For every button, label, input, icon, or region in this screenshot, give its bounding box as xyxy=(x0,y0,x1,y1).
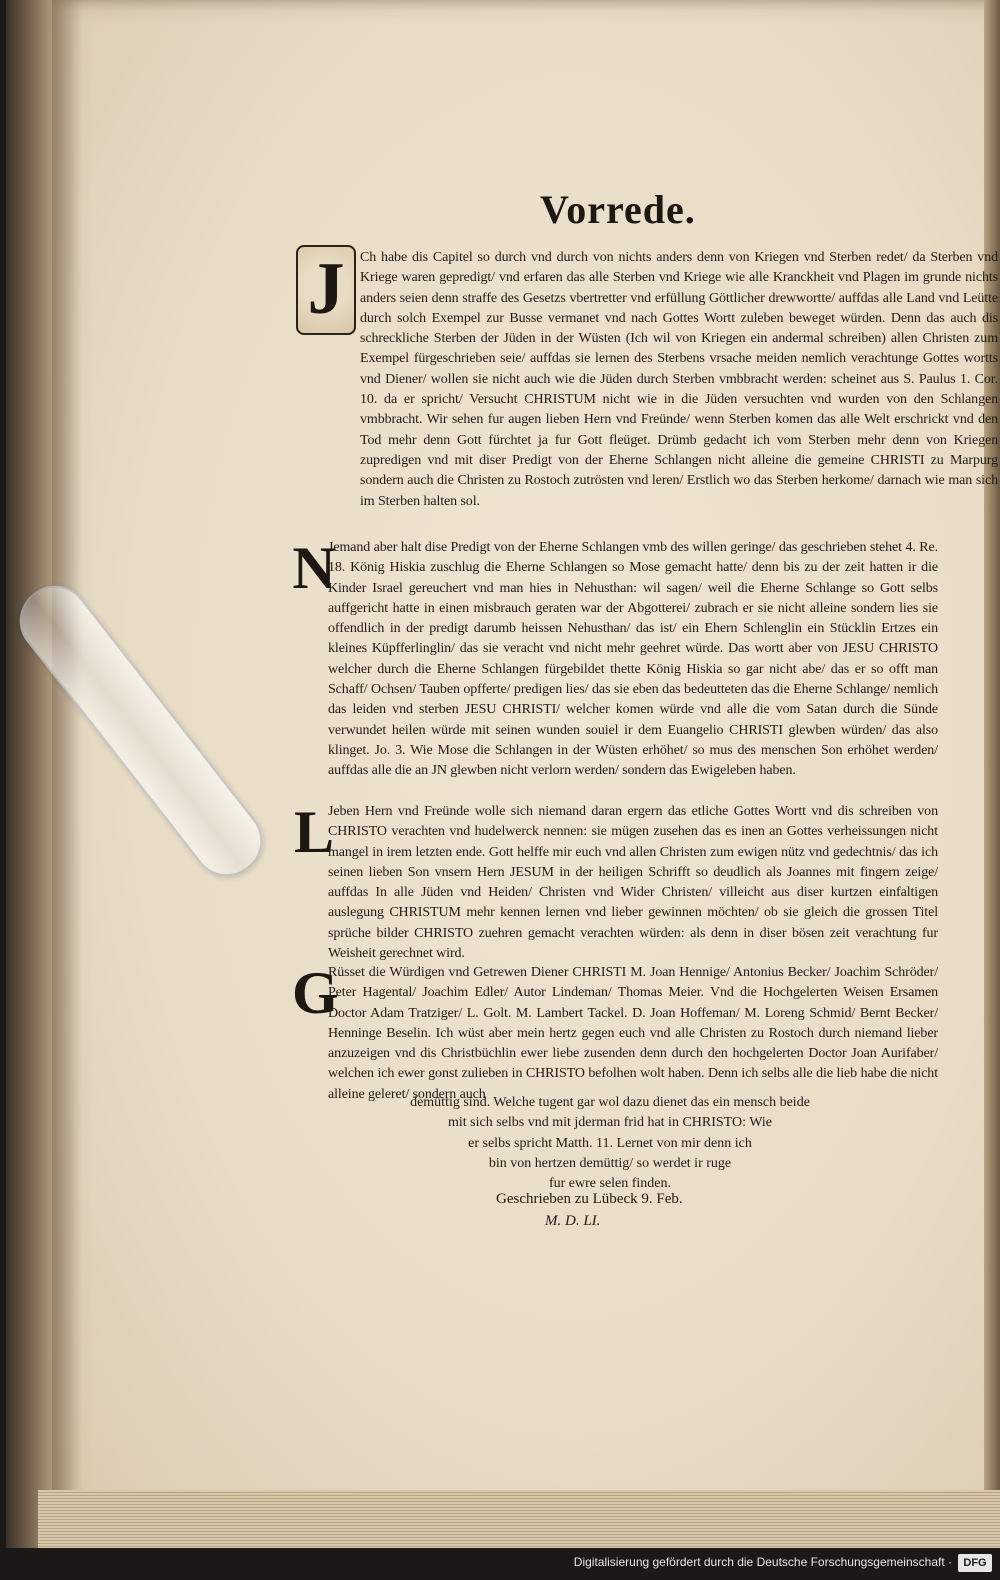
paragraph-2-text: Jemand aber halt dise Predigt von der Eherne Schlangen vmb des willen geringe/ das geschrieben stehet 4. Re. 18. König Hiskia zuschlug die Eherne Schlangen so Mose gemacht hatte/ denn bis zu der zeit hatten ir die Kinder Israel gereuchert vnd man hies in Nehusthan: wil sagen/ weil die Eherne Schlange so Gott selbs auffgericht hatte in einen misbrauch geraten war der Abgotterei/ zubrach er sie nicht alleine sondern lies sie offendlich in der predigt darumb heissen Nehusthan/ das ist/ ein Ehern Schlenglin ein Stücklin Ertzes ein kleines Küpfferlinglin/ das sie veracht vnd nicht mehr geehret würde. Das wortt aber von JESU CHRISTO welcher durch die Eherne Schlangen fürgebildet thette König Hiskia so gar nicht abe/ das er so offt man Schaff/ Ochsen/ Tauben opfferte/ predigen lies/ das sie eben das bedeutteten das die Eherne Schlange/ nemlich das leiden vnd sterben JESU CHRISTI/ welcher komen würde vnd alle die vom Satan durch die Sünde verwundet heilen würde mit seinen wunden souiel ir dem Euangelio CHRISTI glewben würden/ das also klinget. Jo. 3. Wie Mose die Schlangen in der Wüsten erhöhet/ so mus des menschen Son erhöhet werden/ auffdas alle die an JN glewben nicht verlorn werden/ sondern das Ewigeleben haben. xyxy=(328,540,938,779)
right-page-edge xyxy=(984,0,1000,1548)
page-heading: Vorrede. xyxy=(540,187,696,232)
paragraph-3-text: Jeben Hern vnd Freünde wolle sich niemand daran ergern das etliche Gottes Wortt vnd dis schreiben von CHRISTO verachten vnd hudelwerck nennen: sie mügen zusehen das es inen an Gottes verheissungen nicht mangel in irem letzten ende. Gott helffe mir euch vnd allen Christen zum ewigen nütz vnd gedechtnis/ das ich seinen lieben Son vnsern Hern JESUM in der heiligen Schrifft so deudlich als Joannes mit fingern zeige/ auffdas In alle Jüden vnd Heiden/ Christen vnd Wider Christen/ villeicht aus diser kurtzen einfaltigen auslegung CHRISTUM mehr kennen lernen vnd lieber gewinnen möchten/ ob sie gleich die grossen Titel sprüche bilder CHRISTO zuehren gemacht verachten würden: als denn in diser bösen zeit verachtung fur Weisheit gerechnet wird. xyxy=(328,804,938,962)
paragraph-4 xyxy=(298,963,938,1105)
paragraph-3 xyxy=(298,802,938,964)
paragraph-1-text: Ch habe dis Capitel so durch vnd durch von nichts anders denn von Kriegen vnd Sterben redet/ da Sterben vnd Kriege waren gepredigt/ vnd erfaren das alle Sterben vnd Kriege wie alle Kranckheit vnd Plagen im grunde nichts anders seien denn straffe des Gesetzs vbertretter vnd erfüllung Göttlicher drewwortte/ auffdas alle Land vnd Leütte durch solch Exempel zur Busse vermanet vnd nach Gottes Wortt zuleben beweget würden. Denn das auch dis schreckliche Sterben der Jüden in der Wüsten (Ich wil von Kriegen ein andermal schreiben) allen Christen zum Exempel fürgeschrieben seie/ auffdas sie lernen des Sterbens vrsache meiden nemlich verachtunge Gottes wortts vnd Diener/ wollen sie nicht auch wie die Jüden durch Sterben vmbbracht werden: scheinet aus S. Paulus 1. Cor. 10. da er spricht/ Versucht CHRISTUM nicht wie in die Jüden versuchten vnd wurden von den Schlangen vmbbracht. Wir sehen fur augen lieben Hern vnd Freünde/ wenn Sterben komen das alle Welt erschrickt vnd den Tod mehr denn Gott fürchtet ja fur Gott fleüget. Drümb gedacht ich vom Sterben mehr denn von Kriegen zupredigen vnd mit diser Predigt von der Eherne Schlangen nicht alleine die gemeine CHRISTI zu Marpurg sondern auch die Christen zu Rostoch zutrösten vnd leren/ Erstlich wo das Sterben herkome/ darnach wie man sich im Sterben halten sol. xyxy=(360,250,998,509)
page-gutter-shadow xyxy=(52,0,82,1548)
closing-line-4: bin von hertzen demüttig/ so werdet ir ruge xyxy=(488,1155,732,1171)
initial-p4: G xyxy=(292,960,339,1026)
year-line: M. D. LI. xyxy=(545,1213,601,1229)
closing-line-1: demüttig sind. Welche tugent gar wol dazu dienet das ein mensch beide xyxy=(410,1095,810,1110)
closing-line-2: mit sich selbs vnd mit jderman frid hat in CHRISTO: Wie xyxy=(447,1115,772,1131)
closing-line-3: er selbs spricht Matth. 11. Lernet von mir denn ich xyxy=(468,1135,752,1151)
closing-taper xyxy=(360,1093,860,1194)
paragraph-2 xyxy=(298,538,938,782)
paragraph-1 xyxy=(298,248,998,512)
paragraph-4-text: Rüsset die Würdigen vnd Getrewen Diener CHRISTI M. Joan Hennige/ Antonius Becker/ Joachim Schröder/ Peter Hagental/ Joachim Edler/ Autor Lindeman/ Thomas Meier. Vnd die Hochgelerten Weisen Ersamen Doctor Adam Tratziger/ L. Golt. M. Lambert Tackel. D. Joan Hoffeman/ M. Loreng Schmid/ Bernt Becker/ Henninge Beselin. Ich wüst aber mein hertz gegen euch vnd alle Christen zu Rostoch durch niemand lieber anzuzeigen vnd dis Christbüchlin ewer liebe zusenden denn durch den hochgelerten Doctor Joan Aurifaber/ welchen ich ewer gonst zulieben in CHRISTO befolhen wolt haben. Denn ich selbs alle die lieb habe die nicht alleine geleret/ sondern auch xyxy=(328,965,938,1102)
dfg-logo-icon: DFG xyxy=(958,1554,992,1572)
dateline: Geschrieben zu Lübeck 9. Feb. xyxy=(496,1191,683,1207)
page-stack-edge xyxy=(38,1490,1000,1550)
footer-credit: Digitalisierung gefördert durch die Deutsche Forschungsgemeinschaft · xyxy=(573,1555,952,1569)
initial-p2: N xyxy=(292,535,336,601)
decorated-initial-p1: J xyxy=(296,245,356,335)
initial-p3: L xyxy=(293,799,335,865)
closing-line-5: fur ewre selen finden. xyxy=(548,1176,672,1192)
